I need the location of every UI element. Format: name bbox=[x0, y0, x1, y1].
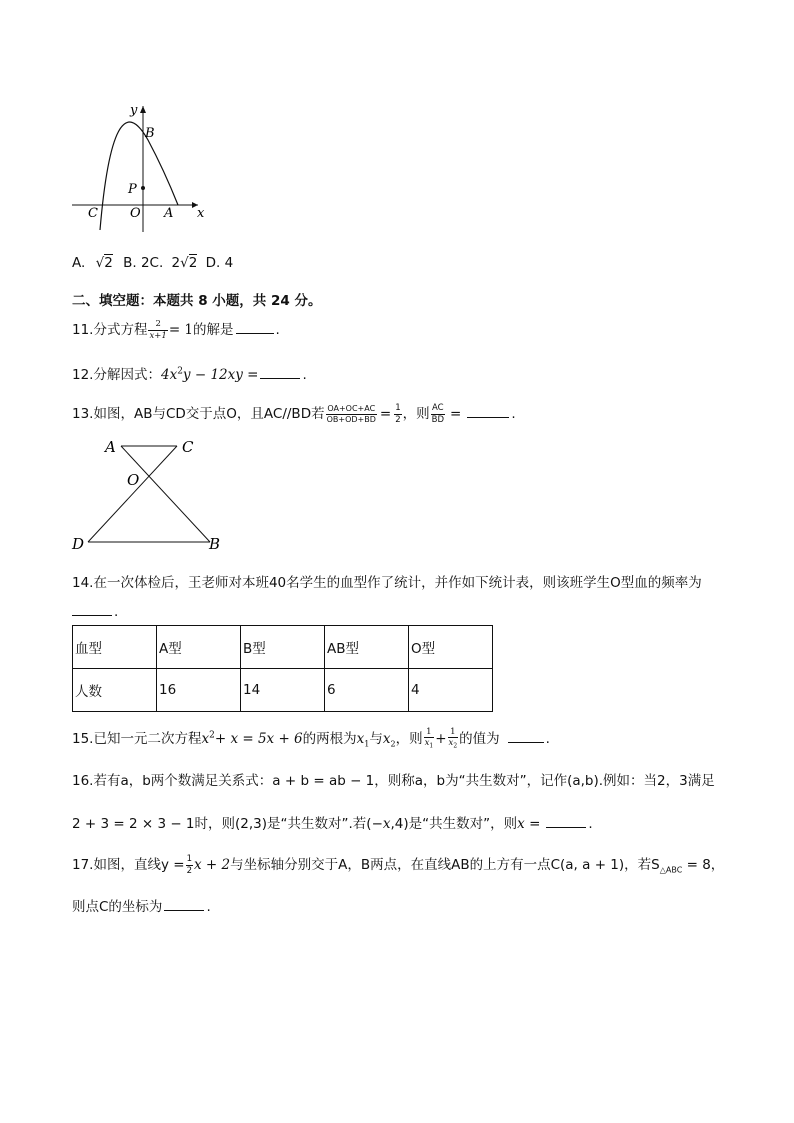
table-cell: 4 bbox=[409, 669, 493, 712]
table-cell: 6 bbox=[325, 669, 409, 712]
bowtie-figure bbox=[68, 434, 238, 554]
table-header-cell: A型 bbox=[157, 626, 241, 669]
axis-x-label: x bbox=[197, 206, 205, 221]
question-15: 15.已知一元二次方程$x^2+ x = 5x + 6$的两根为$x_1$与$x_2$，则 $\frac{1}{x_1}$ + $\frac{1}{x_2}$ 的值为 . bbox=[72, 726, 550, 751]
blood-type-table bbox=[72, 625, 493, 712]
table-cell: 16 bbox=[157, 669, 241, 712]
sqrt-icon: √ bbox=[95, 255, 105, 271]
table-row bbox=[73, 669, 493, 712]
point-d-label: D bbox=[72, 535, 85, 553]
answer-blank bbox=[260, 366, 300, 379]
question-16-line1: 16.若有a，b两个数满足关系式：a + b = ab − 1，则称a，b为“共生数对”，记作(a,b).例如：当2，3满足 bbox=[72, 773, 715, 789]
table-header-cell: 血型 bbox=[73, 626, 157, 669]
question-14: 14.在一次体检后，王老师对本班40名学生的血型作了统计，并作如下统计表，则该班学生O型血的频率为 bbox=[72, 575, 702, 591]
answer-blank bbox=[72, 603, 112, 616]
question-11: 11.分式方程 $\frac{2}{x+1}$ = 1的解是 . bbox=[72, 319, 280, 341]
table-cell: 人数 bbox=[73, 669, 157, 712]
point-a-label: A bbox=[164, 206, 174, 221]
q10-options: A. √2 B. 2C. 2√2 D. 4 bbox=[72, 255, 234, 271]
point-b-label: B bbox=[209, 535, 221, 553]
table-header-cell: AB型 bbox=[325, 626, 409, 669]
question-13: 13.如图，AB与CD交于点O，且AC//BD若 $\frac{OA+OC+AC}{OB+OD+BD}$ = $\frac{1}{2}$ ，则 $\frac{AC}{BD}$ = . bbox=[72, 403, 516, 425]
table-header-cell: B型 bbox=[241, 626, 325, 669]
point-c-label: C bbox=[88, 206, 98, 221]
answer-blank bbox=[546, 815, 586, 828]
answer-blank bbox=[164, 898, 204, 911]
parabola-figure bbox=[60, 98, 220, 238]
point-a-label: A bbox=[105, 438, 116, 456]
point-b-label: B bbox=[145, 126, 155, 141]
origin-o-label: O bbox=[130, 206, 141, 221]
answer-blank bbox=[467, 405, 509, 418]
section-title: 二、填空题：本题共 8 小题，共 24 分。 bbox=[72, 293, 322, 309]
question-14-blank-line: . bbox=[72, 603, 118, 620]
sqrt-icon: √ bbox=[180, 255, 189, 271]
answer-blank bbox=[236, 321, 274, 334]
point-o-label: O bbox=[127, 471, 140, 489]
answer-blank bbox=[508, 730, 544, 743]
axis-y-label: y bbox=[130, 103, 138, 118]
question-16-line2: 2 + 3 = 2 × 3 − 1时，则(2,3)是“共生数对”.若(−x,4)是“共生数对”，则x = . bbox=[72, 816, 593, 832]
table-header-cell: O型 bbox=[409, 626, 493, 669]
table-row bbox=[73, 626, 493, 669]
question-17-line1: 17.如图，直线y = $\frac{1}{2}$ x + 2与坐标轴分别交于A，B两点，在直线AB的上方有一点C(a, a + 1)，若$S_{\triangle ABC} = 8$， bbox=[72, 854, 725, 876]
table-cell: 14 bbox=[241, 669, 325, 712]
question-17-line2: 则点C的坐标为 . bbox=[72, 899, 211, 915]
point-c-label: C bbox=[182, 438, 194, 456]
point-p-label: P bbox=[128, 182, 137, 197]
question-12: 12.分解因式：$4x^2y - 12xy$ = . bbox=[72, 366, 307, 383]
